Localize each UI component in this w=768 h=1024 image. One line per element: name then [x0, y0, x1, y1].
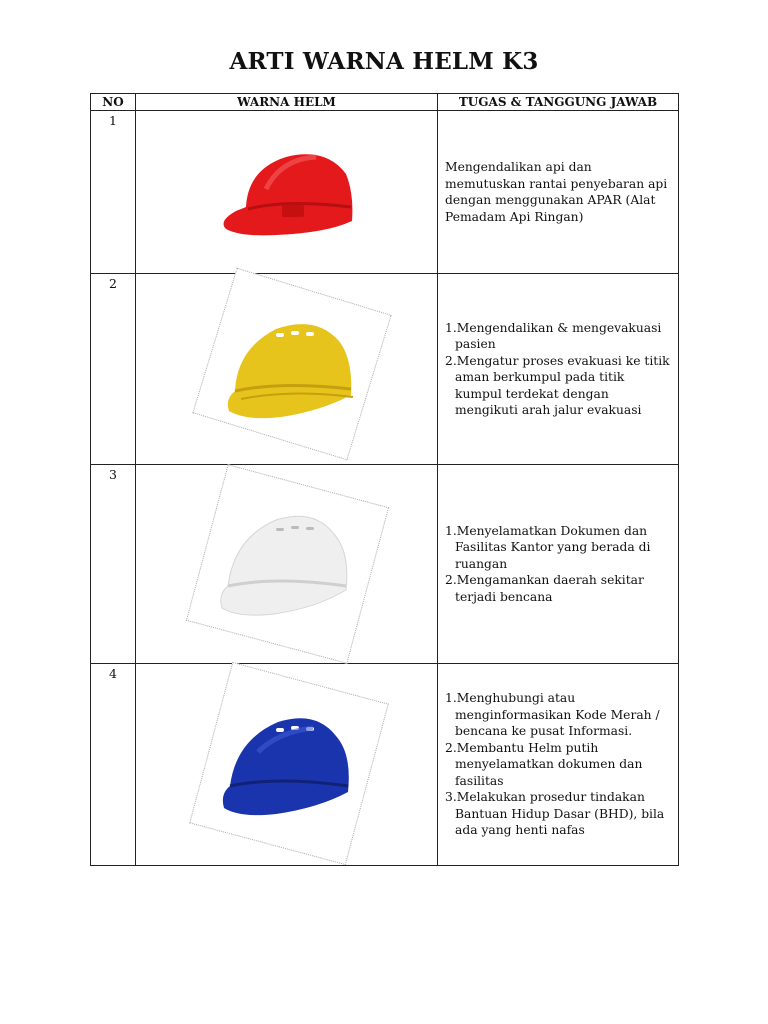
page-title: ARTI WARNA HELM K3 [229, 48, 539, 75]
blue-helmet-image [218, 692, 368, 827]
table-header-row [91, 94, 679, 111]
row-number: 1 [91, 111, 136, 274]
header-no: NO [91, 94, 136, 111]
table-row [91, 664, 679, 866]
helmet-image-cell [136, 465, 438, 664]
row-number: 4 [91, 664, 136, 866]
task-cell [438, 274, 679, 465]
white-helmet-image [216, 490, 366, 625]
yellow-helmet-image [221, 299, 371, 429]
table-row [91, 274, 679, 465]
helmet-table [90, 93, 679, 866]
table-row [91, 465, 679, 664]
red-helmet-image [206, 129, 376, 249]
task-item: 1.Menyelamatkan Dokumen dan Fasilitas Kantor yang berada di ruangan [445, 523, 651, 571]
task-item: 1.Mengendalikan & mengevakuasi pasien [445, 320, 662, 351]
task-item: 2.Mengamankan daerah sekitar terjadi bencana [445, 573, 644, 604]
task-item: 3.Melakukan prosedur tindakan Bantuan Hidup Dasar (BHD), bila ada yang henti nafas [445, 790, 665, 838]
task-item: 2.Membantu Helm putih menyelamatkan dokumen dan fasilitas [445, 740, 643, 788]
task-cell [438, 664, 679, 866]
helmet-image-cell [136, 664, 438, 866]
task-item: 1.Menghubungi atau menginformasikan Kode Merah / bencana ke pusat Informasi. [445, 691, 660, 739]
helmet-image-cell [136, 274, 438, 465]
task-item: 2.Mengatur proses evakuasi ke titik aman berkumpul pada titik kumpul terdekat dengan mengikuti arah jalur evakuasi [445, 353, 670, 417]
helmet-image-cell [136, 111, 438, 274]
table-row [91, 111, 679, 274]
row-number: 2 [91, 274, 136, 465]
header-warna-helm: WARNA HELM [136, 94, 438, 111]
row-number: 3 [91, 465, 136, 664]
task-cell [438, 465, 679, 664]
header-tugas: TUGAS & TANGGUNG JAWAB [438, 94, 679, 111]
task-cell [438, 111, 679, 274]
task-text: Mengendalikan api dan memutuskan rantai penyebaran api dengan menggunakan APAR (Alat Pemadam Api Ringan) [445, 160, 668, 224]
